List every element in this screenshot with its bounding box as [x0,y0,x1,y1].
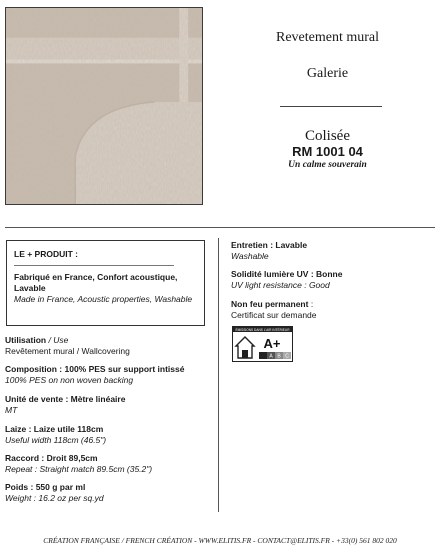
spec-label-alt: Use [53,335,69,345]
emission-grade: A+ [263,336,281,351]
spec-label: Utilisation [5,335,47,345]
spec-label: Composition : 100% PES sur support intissé [5,364,185,374]
emission-scale-b: B [277,353,281,360]
spec-value: Revêtement mural / Wallcovering [5,346,130,356]
collection-name: Galerie [306,66,349,81]
spec-repeat [5,453,215,475]
emission-header: ÉMISSIONS DANS L'AIR INTÉRIEUR [235,328,290,332]
emission-scale-c: C [285,353,289,360]
highlights-en: Made in France, Acoustic properties, Washable [14,294,193,304]
spec-composition [5,364,215,386]
spec-label: Unité de vente : Mètre linéaire [5,394,126,404]
emission-label-icon [232,326,293,362]
spec-label: Poids : 550 g par ml [5,482,86,492]
design-name: Colisée [305,128,350,144]
highlights-title: LE + PRODUIT : [14,249,78,259]
spec-value: Certificat sur demande [231,310,317,320]
column-divider [218,238,219,512]
section-divider [5,227,435,228]
spec-uv [231,269,431,291]
product-tagline: Un calme souverain [288,160,367,170]
spec-value-en: Useful width 118cm (46.5") [5,435,107,445]
highlights-rule [14,265,174,266]
spec-fire [231,299,431,321]
spec-unit [5,394,215,416]
spec-value-en: 100% PES on non woven backing [5,375,134,385]
spec-weight [5,482,215,504]
spec-label-sep: / [46,335,54,345]
highlights-fr: Fabriqué en France, Confort acoustique, Lavable [14,272,178,293]
spec-value-en: MT [5,405,18,415]
spec-value-en: UV light resistance : Good [231,280,330,290]
spec-label: Laize : Laize utile 118cm [5,424,104,434]
product-reference: RM 1001 04 [292,144,363,159]
product-category: Revetement mural [275,30,380,45]
spec-value-en: Repeat : Straight match 89.5cm (35.2") [5,464,153,474]
spec-label: Non feu permanent [231,299,309,309]
spec-label: Entretien : Lavable [231,240,308,250]
spec-value-en: Washable [231,251,269,261]
fabric-swatch-image [5,7,203,205]
footer-contact: CRÉATION FRANÇAISE / FRENCH CRÉATION - WWW.ELITIS.FR - CONTACT@ELITIS.FR - +33(0) 561 802 020 [43,536,397,545]
spec-care [231,240,431,262]
spec-width [5,424,215,446]
emission-scale-a: A [269,353,273,360]
product-highlights-box [6,240,205,326]
header-divider [280,106,382,107]
spec-utilisation [5,335,215,357]
spec-label: Raccord : Droit 89,5cm [5,453,98,463]
spec-value-en: Weight : 16.2 oz per sq.yd [5,493,104,503]
spec-label-sep: : [308,299,314,309]
spec-label: Solidité lumière UV : Bonne [231,269,343,279]
